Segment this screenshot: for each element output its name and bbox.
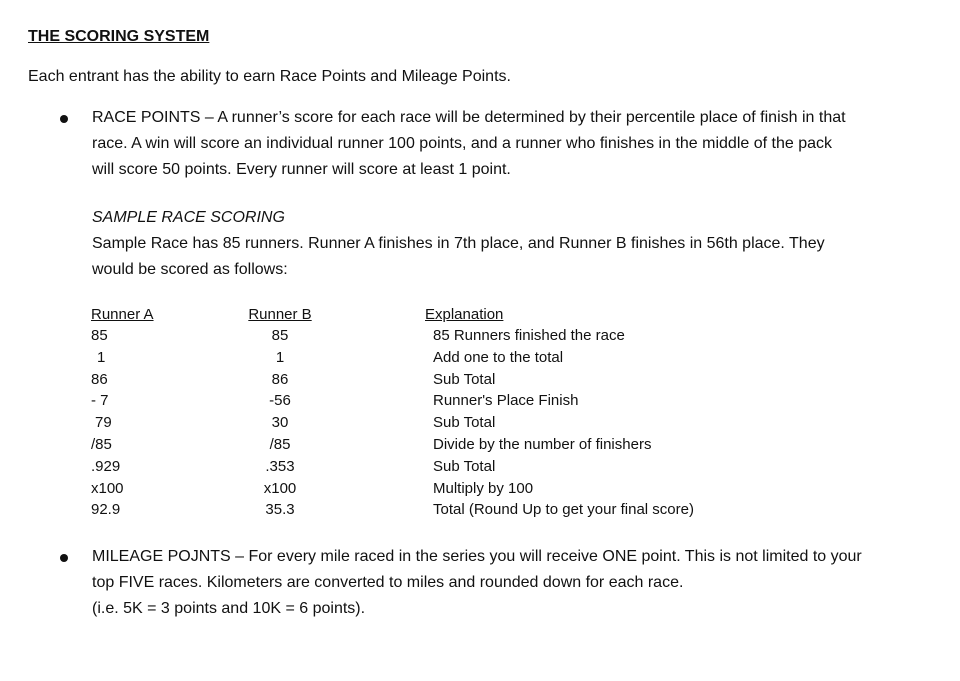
sample-text — [92, 231, 922, 283]
runner-b-header: Runner B — [248, 306, 312, 323]
runner-a-cell: .929 — [91, 457, 121, 475]
runner-b-cell: 35.3 — [265, 501, 295, 519]
sample-title: SAMPLE RACE SCORING — [92, 209, 285, 226]
explanation-cell: Sub Total — [433, 414, 496, 432]
explanation-header: Explanation — [425, 306, 504, 323]
runner-a-header: Runner A — [91, 306, 154, 323]
runner-a-cell: x100 — [91, 479, 124, 497]
explanation-cell: Sub Total — [433, 457, 496, 475]
mileage-points-line: (i.e. 5K = 3 points and 10K = 6 points). — [92, 600, 366, 617]
runner-a-cell: 85 — [91, 327, 108, 344]
runner-b-cell: -56 — [269, 392, 291, 410]
race-points-line: race. A win will score an individual runner 100 points, and a runner who finishes in the middle of the pack — [92, 135, 832, 152]
runner-b-cell: .353 — [265, 457, 295, 475]
explanation-cell: Add one to the total — [433, 348, 564, 366]
page-title: THE SCORING SYSTEM — [28, 28, 210, 45]
runner-a-cell: /85 — [91, 435, 112, 453]
runner-a-column — [91, 305, 181, 521]
mileage-points-paragraph — [92, 544, 938, 622]
runner-b-cell: 86 — [271, 370, 289, 388]
explanation-cell: Divide by the number of finishers — [433, 435, 652, 453]
runner-b-cell: x100 — [263, 479, 297, 497]
explanation-column — [425, 305, 745, 521]
explanation-cell: Multiply by 100 — [433, 479, 534, 497]
intro-text: Each entrant has the ability to earn Race Points and Mileage Points. — [28, 68, 511, 85]
runner-a-cell: 1 — [97, 348, 106, 366]
runner-b-cell: 85 — [271, 327, 289, 344]
bullet-icon — [60, 554, 68, 562]
sample-line: would be scored as follows: — [92, 261, 288, 278]
race-points-line: will score 50 points. Every runner will score at least 1 point. — [92, 161, 511, 178]
runner-b-cell: 30 — [271, 414, 289, 432]
race-points-paragraph — [92, 105, 938, 183]
runner-a-cell: 92.9 — [91, 501, 121, 519]
runner-b-cell: 1 — [275, 348, 285, 366]
runner-b-column — [245, 305, 315, 521]
sample-line: Sample Race has 85 runners. Runner A finishes in 7th place, and Runner B finishes in 56th place. They — [92, 235, 825, 252]
race-points-line: RACE POINTS – A runner’s score for each race will be determined by their percentile place of finish in that — [92, 109, 846, 126]
runner-a-cell: - 7 — [91, 392, 109, 410]
mileage-points-line: MILEAGE POJNTS – For every mile raced in the series you will receive ONE point. This is not limited to your — [92, 548, 862, 565]
runner-a-cell: 86 — [91, 370, 108, 388]
explanation-cell: 85 Runners finished the race — [433, 327, 625, 344]
explanation-cell: Total (Round Up to get your final score) — [433, 501, 694, 519]
bullet-icon — [60, 115, 68, 123]
mileage-points-line: top FIVE races. Kilometers are converted to miles and rounded down for each race. — [92, 574, 684, 591]
explanation-cell: Runner's Place Finish — [433, 392, 579, 410]
explanation-cell: Sub Total — [433, 370, 496, 388]
runner-b-cell: /85 — [269, 435, 291, 453]
runner-a-cell: 79 — [95, 414, 112, 432]
